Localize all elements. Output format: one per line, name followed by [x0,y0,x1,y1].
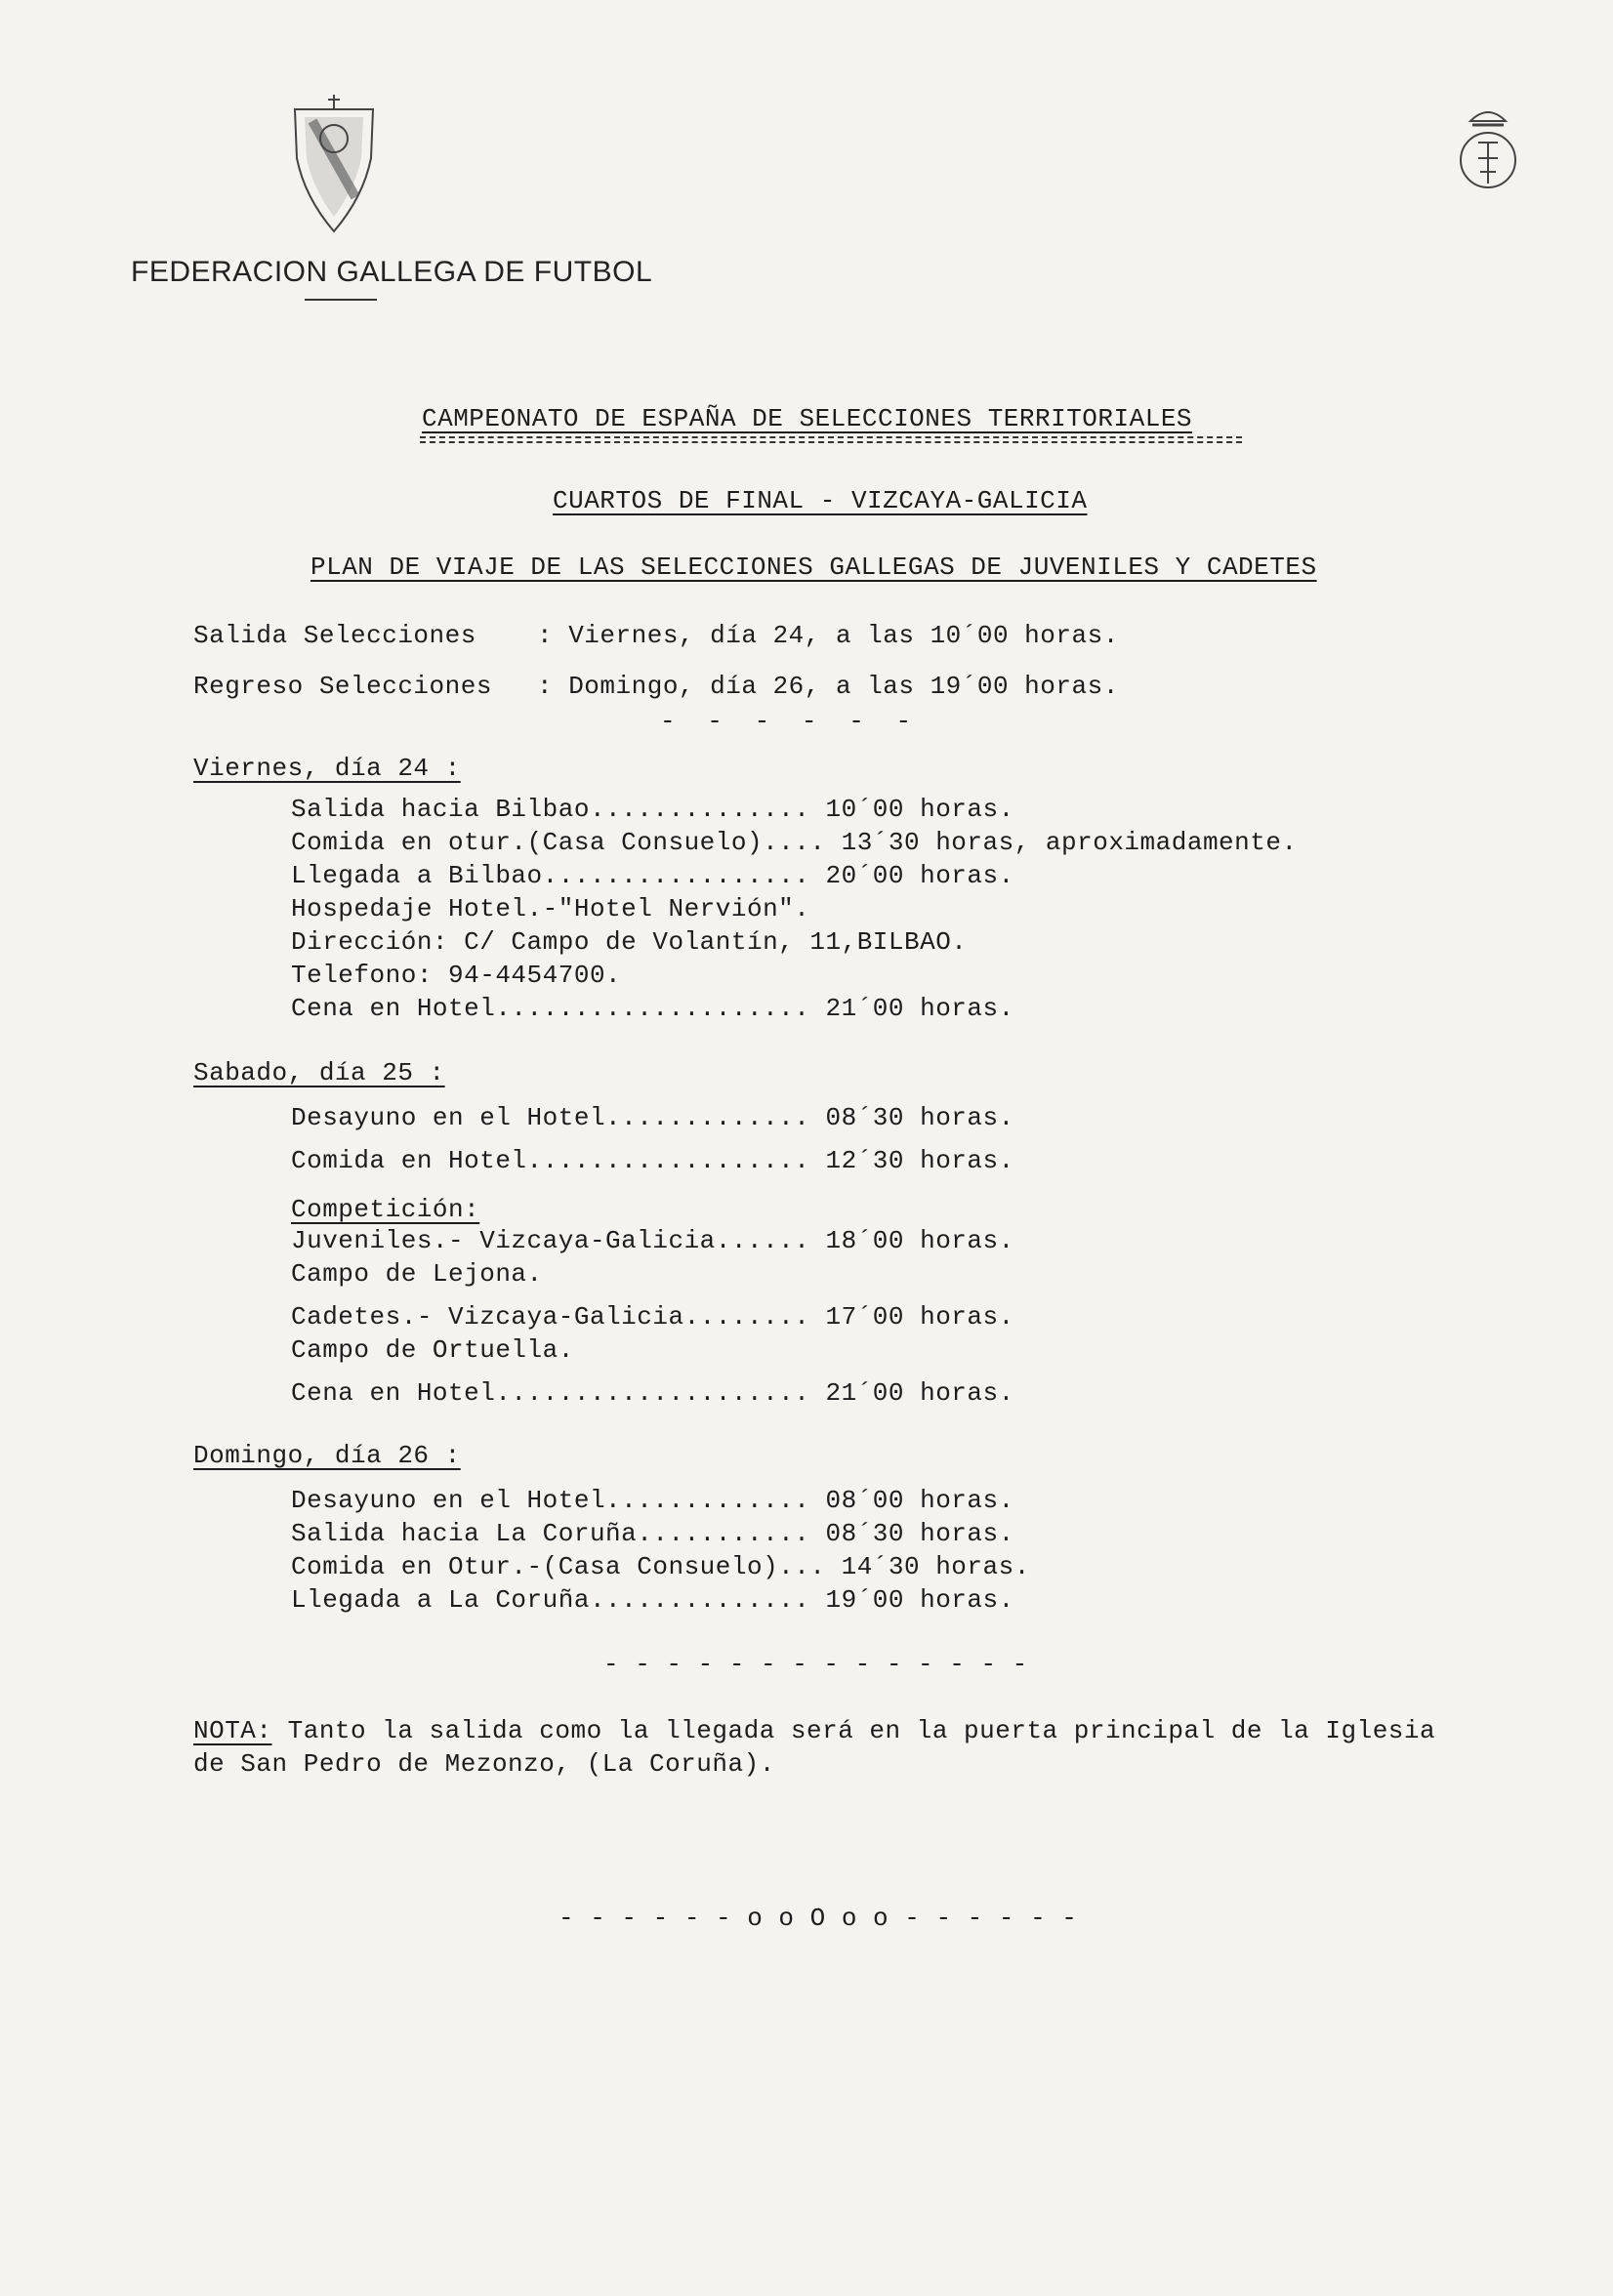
note-line-1 [193,1716,1435,1745]
list-item: Comida en Hotel.................. 12´30 horas. [291,1146,1014,1175]
main-title: CAMPEONATO DE ESPAÑA DE SELECCIONES TERRITORIALES [422,404,1193,433]
list-item: Llegada a La Coruña.............. 19´00 horas. [291,1585,1014,1615]
list-item: Llegada a Bilbao................. 20´00 horas. [291,861,1014,890]
note-line-2: de San Pedro de Mezonzo, (La Coruña). [193,1749,775,1779]
summary-value-departure: : Viernes, día 24, a las 10´00 horas. [537,621,1119,650]
list-item: Cadetes.- Vizcaya-Galicia........ 17´00 horas. [291,1302,1014,1332]
list-item: Telefono: 94-4454700. [291,961,622,990]
separator: - - - - - - - - - - - - - - [603,1650,1028,1679]
note-label: NOTA: [193,1716,272,1745]
list-item: Campo de Lejona. [291,1259,543,1289]
day-heading-sunday: Domingo, día 26 : [193,1441,461,1470]
list-item: Campo de Ortuella. [291,1335,574,1365]
list-item: Hospedaje Hotel.-"Hotel Nervión". [291,894,810,923]
list-item: Cena en Hotel.................... 21´00 horas. [291,994,1014,1023]
round-title: CUARTOS DE FINAL - VIZCAYA-GALICIA [553,486,1088,515]
main-title-underline-1 [420,436,1242,438]
competition-heading: Competición: [291,1195,480,1224]
summary-label-return: Regreso Selecciones [193,672,492,701]
day-heading-saturday: Sabado, día 25 : [193,1058,445,1087]
list-item: Comida en otur.(Casa Consuelo).... 13´30 horas, aproximadamente. [291,828,1298,857]
summary-label-departure: Salida Selecciones [193,621,476,650]
list-item: Salida hacia Bilbao.............. 10´00 horas. [291,795,1014,824]
main-title-underline-2 [420,441,1242,443]
day-heading-friday: Viernes, día 24 : [193,754,461,783]
crowned-federation-crest-icon [1449,100,1527,197]
list-item: Desayuno en el Hotel............. 08´30 horas. [291,1103,1014,1132]
summary-value-return: : Domingo, día 26, a las 19´00 horas. [537,672,1119,701]
footer-ornament: - - - - - - o o O o o - - - - - - [558,1904,1078,1933]
list-item: Juveniles.- Vizcaya-Galicia...... 18´00 horas. [291,1226,1014,1255]
org-name-rule [305,299,377,301]
shield-crest-icon [285,90,383,236]
list-item: Salida hacia La Coruña........... 08´30 horas. [291,1519,1014,1548]
note-text: Tanto la salida como la llegada será en la puerta principal de la Iglesia [271,1716,1436,1745]
plan-title: PLAN DE VIAJE DE LAS SELECCIONES GALLEGAS DE JUVENILES Y CADETES [310,553,1317,582]
list-item: Cena en Hotel.................... 21´00 horas. [291,1378,1014,1408]
org-name: FEDERACION GALLEGA DE FUTBOL [131,256,653,288]
list-item: Comida en Otur.-(Casa Consuelo)... 14´30 horas. [291,1552,1030,1581]
list-item: Desayuno en el Hotel............. 08´00 horas. [291,1486,1014,1515]
summary-dashes: - - - - - - [660,707,912,736]
list-item: Dirección: C/ Campo de Volantín, 11,BILBAO. [291,927,968,957]
